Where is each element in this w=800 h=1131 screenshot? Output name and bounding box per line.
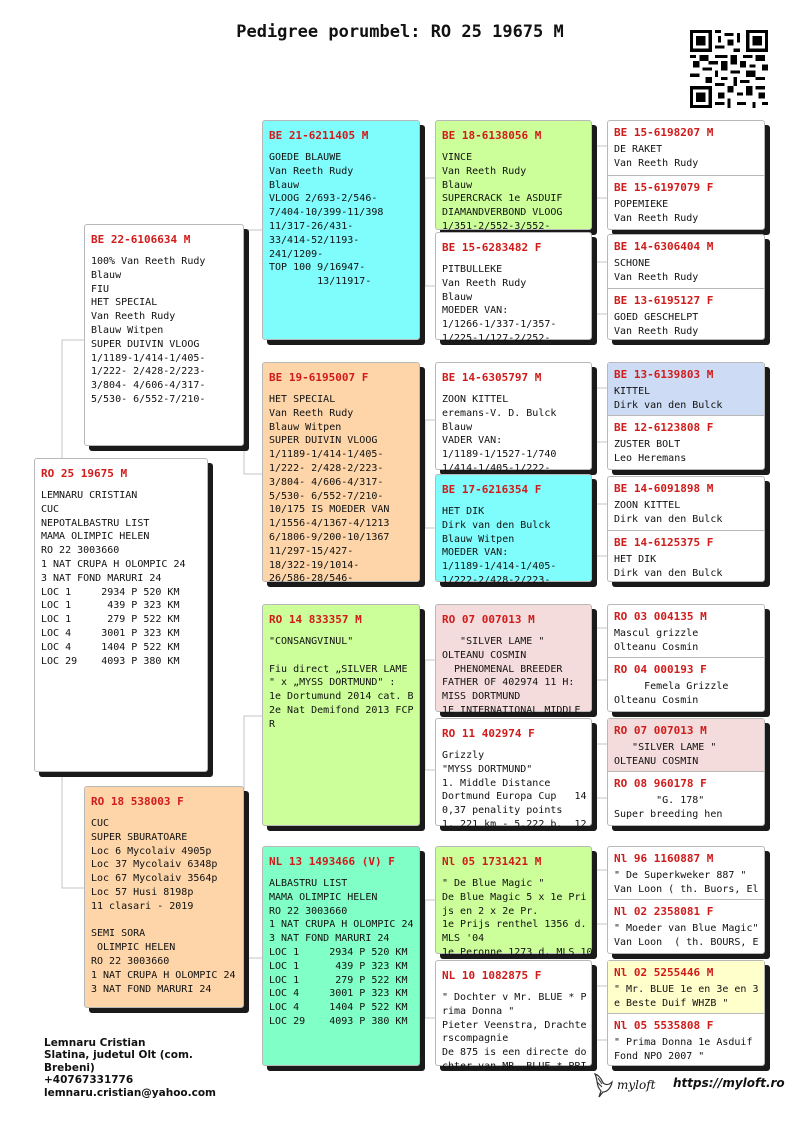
great-grandparent-card[interactable]: [435, 474, 592, 586]
ancestor-entry[interactable]: [608, 719, 764, 771]
great-grandparent-card[interactable]: [435, 604, 592, 716]
pigeon-details: HET DIK Dirk van den Bulck Blauw Witpen MOEDER VAN: 1/1189-1/414-1/405- 1/222-2/428-2/223-: [442, 506, 557, 586]
ring-number: RO 25 19675 M: [41, 467, 128, 480]
pigeon-details: "SILVER LAME " OLTEANU COSMIN: [614, 742, 717, 767]
ancestor-entry[interactable]: [608, 175, 764, 231]
great-grandparent-card[interactable]: [435, 718, 592, 830]
great-grandparent-card[interactable]: [435, 120, 592, 230]
pigeon-details: ZOON KITTEL eremans-V. D. Bulck Blauw VADER VAN: 1/1189-1/1527-1/740 1/414-1/405-1/222-: [442, 394, 557, 474]
ring-number: RO 11 402974 F: [442, 727, 535, 740]
ring-number: RO 04 000193 F: [614, 663, 707, 676]
ring-number: RO 18 538003 F: [91, 795, 184, 808]
grandsire-paternal-card[interactable]: [262, 120, 420, 340]
pigeon-details: "SILVER LAME " OLTEANU COSMIN PHENOMENAL BREEDER FATHER OF 402974 11 H: MISS DORTMUND 1E INTERNATIONAL MIDDLE: [442, 636, 581, 716]
pigeon-details: VINCE Van Reeth Rudy Blauw SUPERCRACK 1e ASDUIF DIAMANDVERBOND VLOOG 1/351-2/552-3/552-: [442, 152, 563, 232]
pigeon-logo-icon: [592, 1072, 614, 1098]
breeder-contact: Lemnaru Cristian Slatina, judetul Olt (com. Brebeni) +40767331776 lemnaru.cristian@yahoo.com: [44, 1037, 216, 1099]
ring-number: Nl 05 1731421 M: [442, 855, 542, 868]
pigeon-details: HET DIK Dirk van den Bulck: [614, 554, 723, 579]
ring-number: RO 07 007013 M: [442, 613, 535, 626]
sire-card[interactable]: [84, 224, 244, 446]
pigeon-details: GOED GESCHELPT Van Reeth Rudy: [614, 312, 699, 337]
pigeon-details: HET SPECIAL Van Reeth Rudy Blauw Witpen SUPER DUIVIN VLOOG 1/1189-1/414-1/405- 1/222- 2/428-2/223- 3/804- 4/606-4/317- 5/530- 6/552-7/210- 10/175 IS MOEDER VAN 1/1556-4/1367-4/1213 6/1806-9/200-10/1367 11/297-15/427- 18/322-19/1014- 26/586-28/546-: [269, 394, 390, 585]
ring-number: Nl 05 5535808 F: [614, 1019, 714, 1032]
ancestor-pair-card[interactable]: [607, 120, 765, 230]
great-grandparent-card[interactable]: [435, 362, 592, 474]
pigeon-details: " Prima Donna 1e Asduif Fond NPO 2007 ": [614, 1037, 753, 1062]
ring-number: BE 14-6125375 F: [614, 536, 714, 549]
sire-details: 100% Van Reeth Rudy Blauw FIU HET SPECIAL Van Reeth Rudy Blauw Witpen SUPER DUIVIN VLOOG 1/1189-1/414-1/405- 1/222- 2/428-2/223- 3/804- 4/606-4/317- 5/530- 6/552-7/210-: [91, 256, 206, 405]
page-title: Pedigree porumbel: RO 25 19675 M: [236, 22, 564, 42]
ring-number: BE 14-6091898 M: [614, 482, 714, 495]
qr-code-icon: [690, 30, 768, 108]
great-grandparent-card[interactable]: [435, 232, 592, 344]
ancestor-entry[interactable]: [608, 235, 764, 288]
ancestor-entry[interactable]: [608, 899, 764, 955]
granddam-paternal-card[interactable]: [262, 362, 420, 585]
ring-number: BE 15-6283482 F: [442, 241, 542, 254]
ring-number: BE 15-6198207 M: [614, 126, 714, 139]
pigeon-details: Mascul grizzle Olteanu Cosmin: [614, 628, 699, 653]
ring-number: BE 21-6211405 M: [269, 129, 369, 142]
pigeon-details: Grizzly "MYSS DORTMUND" 1. Middle Distance Dortmund Europa Cup 14 0,37 penality points 1. 221 km - 5.222 b. 12: [442, 750, 587, 830]
ring-number: Nl 02 5255446 M: [614, 966, 714, 979]
ring-number: BE 14-6305797 M: [442, 371, 542, 384]
pigeon-details: KITTEL Dirk van den Bulck: [614, 386, 723, 411]
ring-number: RO 03 004135 M: [614, 610, 707, 623]
pigeon-details: " De Blue Magic " De Blue Magic 5 x 1e Pri js en 2 x 2e Pr. 1e Prijs renthel 1356 d. MLS '04 1e Peronne 1273 d. MLS 10: [442, 878, 593, 958]
ancestor-entry[interactable]: [608, 657, 764, 713]
ring-number: BE 19-6195007 F: [269, 371, 369, 384]
ancestor-pair-card[interactable]: [607, 718, 765, 826]
ring-number: BE 18-6138056 M: [442, 129, 542, 142]
ring-number: RO 14 833357 M: [269, 613, 362, 626]
pigeon-details: "G. 178" Super breeding hen: [614, 795, 723, 820]
ring-number: NL 10 1082875 F: [442, 969, 542, 982]
pigeon-details: " De Superkweker 887 " Van Loon ( th. Buors, El: [614, 870, 759, 895]
ancestor-entry[interactable]: [608, 530, 764, 583]
pigeon-details: " Moeder van Blue Magic" Van Loon ( th. BOURS, E: [614, 923, 759, 948]
pigeon-details: ZUSTER BOLT Leo Heremans: [614, 439, 687, 464]
ring-number: BE 22-6106634 M: [91, 233, 191, 246]
ancestor-pair-card[interactable]: [607, 234, 765, 340]
pigeon-details: Femela Grizzle Olteanu Cosmin: [614, 681, 729, 706]
ancestor-entry[interactable]: [608, 288, 764, 341]
brand-logo-text: myloft: [617, 1078, 656, 1092]
ancestor-entry[interactable]: [608, 121, 764, 175]
grandsire-maternal-card[interactable]: [262, 604, 420, 826]
pigeon-card[interactable]: [34, 458, 208, 772]
website-link[interactable]: https://myloft.ro: [673, 1076, 785, 1090]
dam-card[interactable]: [84, 786, 244, 1008]
dam-details: CUC SUPER SBURATOARE Loc 6 Mycolaiv 4905p Loc 37 Mycolaiv 6348p Loc 67 Mycolaiv 3564p Loc 57 Husi 8198p 11 clasari - 2019 SEMI SORA OLIMPIC HELEN RO 22 3003660 1 NAT CRUPA H OLOMPIC 24 3 NAT FOND MARURI 24: [91, 818, 236, 995]
ring-number: BE 12-6123808 F: [614, 421, 714, 434]
ancestor-entry[interactable]: [608, 1013, 764, 1067]
pigeon-details: POPEMIEKE Van Reeth Rudy: [614, 199, 699, 224]
ring-number: RO 07 007013 M: [614, 724, 707, 737]
pigeon-details: PITBULLEKE Van Reeth Rudy Blauw MOEDER VAN: 1/1266-1/337-1/357- 1/225-1/127-2/252-: [442, 264, 557, 344]
ancestor-entry[interactable]: [608, 847, 764, 899]
ancestor-entry[interactable]: [608, 415, 764, 471]
ancestor-pair-card[interactable]: [607, 846, 765, 954]
pigeon-details: ALBASTRU LIST MAMA OLIMPIC HELEN RO 22 3003660 1 NAT CRUPA H OLOMPIC 24 3 NAT FOND MARURI 24 LOC 1 2934 P 520 KM LOC 1 439 P 323 KM LOC 1 279 P 522 KM LOC 4 3001 P 323 KM LOC 4 1404 P 522 KM LOC 29 4093 P 380 KM: [269, 878, 414, 1027]
ring-number: BE 14-6306404 M: [614, 240, 714, 253]
ancestor-pair-card[interactable]: [607, 960, 765, 1066]
great-grandparent-card[interactable]: [435, 960, 592, 1072]
pigeon-details: "CONSANGVINUL" Fiu direct „SILVER LAME " x „MYSS DORTMUND" : 1e Dortumund 2014 cat. B 2e Nat Demifond 2013 FCP R: [269, 636, 414, 730]
pigeon-details: GOEDE BLAUWE Van Reeth Rudy Blauw VLOOG 2/693-2/546- 7/404-10/399-11/398 11/317-26/431- 33/414-52/1193- 241/1209- TOP 100 9/16947- 13/11917-: [269, 152, 384, 288]
ring-number: BE 15-6197079 F: [614, 181, 714, 194]
pigeon-details: DE RAKET Van Reeth Rudy: [614, 144, 699, 169]
ancestor-entry[interactable]: [608, 771, 764, 827]
ring-number: NL 13 1493466 (V) F: [269, 855, 395, 868]
ancestor-entry[interactable]: [608, 605, 764, 657]
ring-number: BE 17-6216354 F: [442, 483, 542, 496]
ancestor-pair-card[interactable]: [607, 604, 765, 712]
ancestor-entry[interactable]: [608, 477, 764, 530]
ring-number: RO 08 960178 F: [614, 777, 707, 790]
ring-number: BE 13-6139803 M: [614, 368, 714, 381]
myloft-brand[interactable]: [592, 1072, 655, 1098]
pigeon-details: ZOON KITTEL Dirk van den Bulck: [614, 500, 723, 525]
pigeon-details: LEMNARU CRISTIAN CUC NEPOTALBASTRU LIST MAMA OLIMPIC HELEN RO 22 3003660 1 NAT CRUPA H OLOMPIC 24 3 NAT FOND MARURI 24 LOC 1 2934 P 520 KM LOC 1 439 P 323 KM LOC 1 279 P 522 KM LOC 4 3001 P 323 KM LOC 4 1404 P 522 KM LOC 29 4093 P 380 KM: [41, 490, 186, 667]
pigeon-details: SCHONE Van Reeth Rudy: [614, 258, 699, 283]
ring-number: Nl 02 2358081 F: [614, 905, 714, 918]
great-grandparent-card[interactable]: [435, 846, 593, 958]
ring-number: Nl 96 1160887 M: [614, 852, 714, 865]
granddam-maternal-card[interactable]: [262, 846, 420, 1066]
ring-number: BE 13-6195127 F: [614, 294, 714, 307]
ancestor-entry[interactable]: [608, 363, 764, 415]
pigeon-details: " Dochter v Mr. BLUE * P rima Donna " Pieter Veenstra, Drachte rscompagnie De 875 is een directe do chter van MR. BLUE * PRI: [442, 992, 587, 1072]
ancestor-pair-card[interactable]: [607, 476, 765, 582]
ancestor-entry[interactable]: [608, 961, 764, 1013]
pigeon-details: " Mr. BLUE 1e en 3e en 3 e Beste Duif WHZB ": [614, 984, 759, 1009]
ancestor-pair-card[interactable]: [607, 362, 765, 470]
